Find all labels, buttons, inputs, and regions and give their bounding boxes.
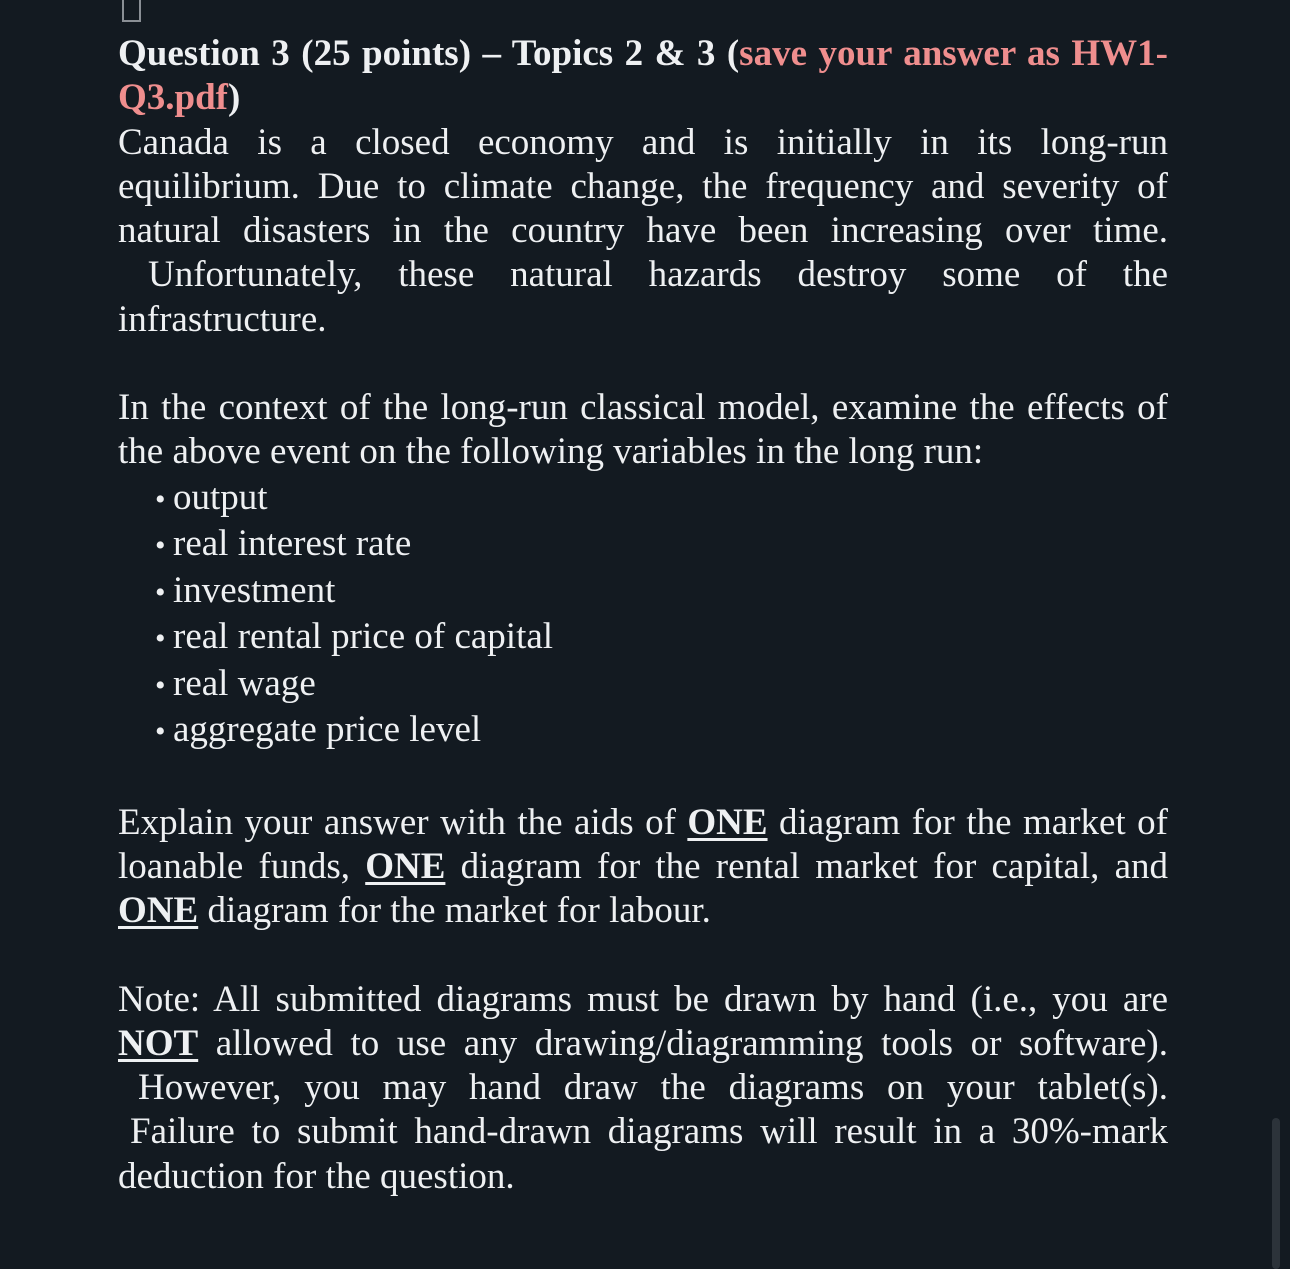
- scenario-text: Canada is a closed economy and is initially in its long-run equilibrium. Due to climate change, the frequency and severity of natural disasters in the country have been increasing over time.: [118, 121, 1168, 252]
- title-close: ): [228, 77, 241, 119]
- list-item: [155, 614, 1168, 661]
- note-text: However, you may hand draw the diagrams on your tablet(s).: [138, 1067, 1168, 1109]
- variable-label: real wage: [173, 662, 316, 704]
- emphasis-one: ONE: [365, 845, 446, 887]
- variable-label: real rental price of capital: [173, 616, 554, 658]
- variables-list: [118, 475, 1168, 754]
- explain-text: diagram for the market for labour.: [198, 890, 711, 932]
- bullet-icon: •: [155, 668, 166, 702]
- title-main: Question 3 (25 points) – Topics 2 & 3 (: [118, 33, 740, 74]
- note-paragraph: [118, 978, 1168, 1199]
- explain-text: diagram for the rental market for capital, and: [445, 845, 1168, 887]
- list-item: [155, 568, 1168, 615]
- question-title: [118, 32, 1168, 121]
- question-document: [118, 32, 1168, 1199]
- explain-text: Explain your answer with the aids of: [118, 801, 688, 843]
- note-text: Failure to submit hand-drawn diagrams will result in a 30%-mark deduction for the question.: [118, 1111, 1168, 1197]
- checkbox[interactable]: [122, 0, 141, 22]
- variable-label: investment: [173, 569, 336, 611]
- bullet-icon: •: [155, 575, 166, 609]
- variable-label: output: [173, 476, 268, 518]
- note-text: Note: All submitted diagrams must be drawn by hand (i.e., you are: [118, 978, 1168, 1020]
- emphasis-not: NOT: [118, 1022, 199, 1064]
- list-item: [155, 521, 1168, 568]
- bullet-icon: •: [155, 622, 166, 656]
- prompt-paragraph: In the context of the long-run classical model, examine the effects of the above event on the following variables in the long run:: [118, 387, 1168, 473]
- explain-text: diagram for the market of loanable funds,: [118, 801, 1168, 887]
- list-item: [155, 661, 1168, 708]
- explain-paragraph: [118, 801, 1168, 934]
- emphasis-one: ONE: [687, 801, 768, 843]
- bullet-icon: •: [155, 529, 166, 563]
- variable-label: aggregate price level: [173, 709, 482, 751]
- variable-label: real interest rate: [173, 523, 412, 565]
- list-item: [155, 707, 1168, 754]
- scrollbar[interactable]: [1272, 1118, 1280, 1269]
- emphasis-one: ONE: [118, 890, 199, 932]
- bullet-icon: •: [155, 715, 166, 749]
- scenario-text-2: Unfortunately, these natural hazards destroy some of the infrastructure.: [118, 254, 1168, 340]
- note-text: allowed to use any drawing/diagramming tools or software).: [198, 1022, 1168, 1064]
- scenario-paragraph: [118, 121, 1168, 342]
- save-instruction: save your answer as HW1-Q3.pdf: [118, 33, 1169, 119]
- list-item: [155, 475, 1168, 522]
- bullet-icon: •: [155, 482, 166, 516]
